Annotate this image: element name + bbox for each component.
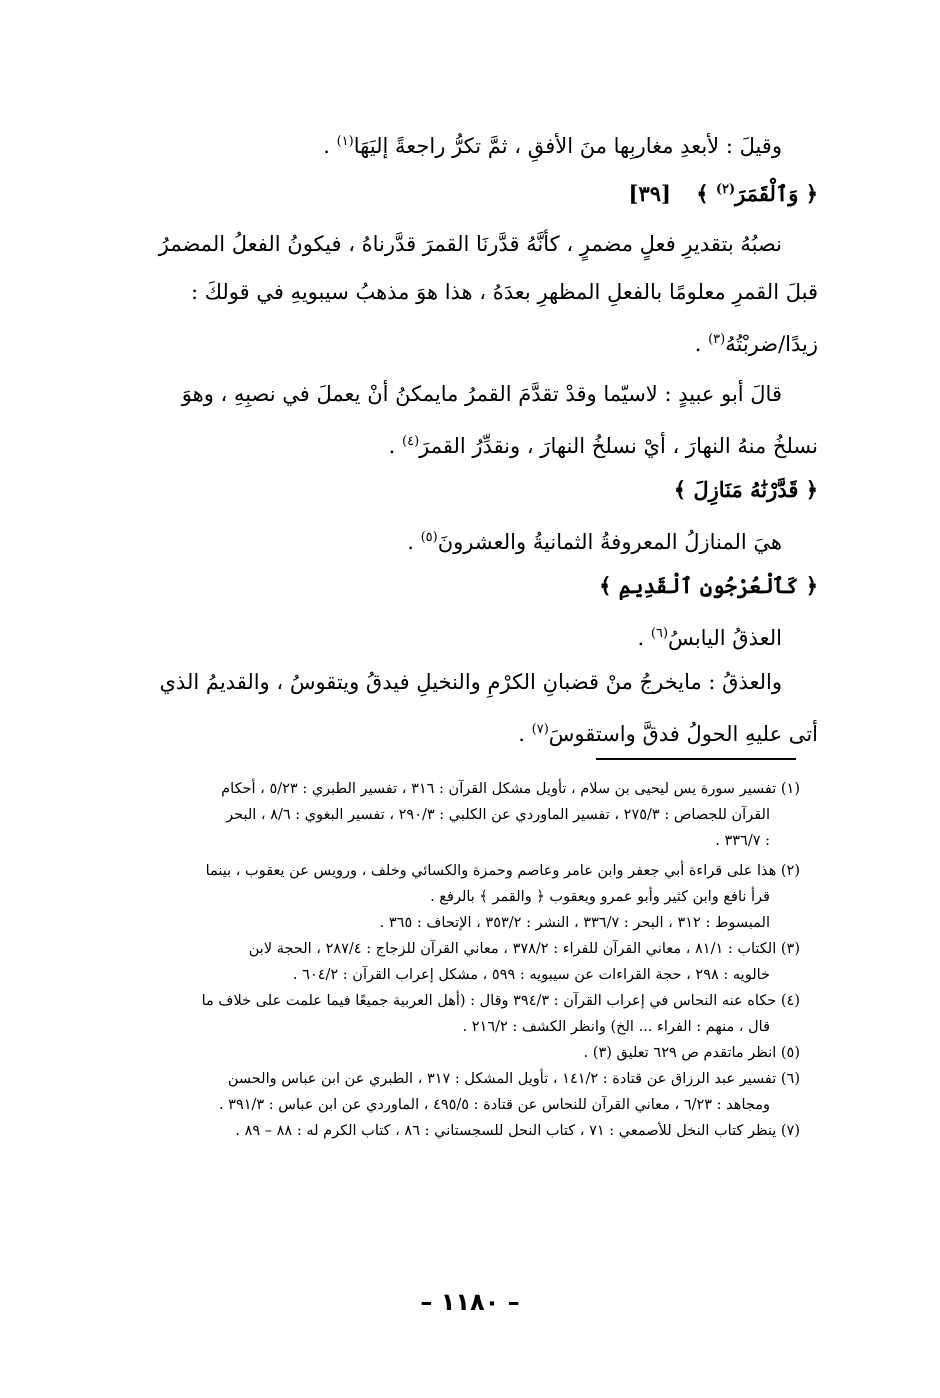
footnote-ref-4: (٤) [402,434,420,449]
footnote-1-line-2: القرآن للجصاص : ٢٧٥/٣ ، تفسير الماوردي عن الكلبي : ٢٩٠/٣ ، تفسير البغوي : ٨/٦ ، البحر [226,807,770,823]
verse-3-close-bracket: ﴾ [599,574,612,598]
footnote-4-line-1: (٤) حكاه عنه النحاس في إعراب القرآن : ٣٩٤/٣ وقال : (أهل العربية جميعًا فيما علمت على خلاف ما [201,993,800,1009]
para-3 [88,514,818,562]
para-3-body: هيَ المنازلُ المعروفةُ الثمانيةُ والعشرونَ [437,530,782,554]
footnote-5-line-1: (٥) انظر ماتقدم ص ٦٢٩ تعليق (٣) . [583,1045,800,1061]
footnote-6-line-1: (٦) تفسير عبد الرزاق عن قتادة : ١٤١/٢ ، تأويل المشكل : ٣١٧ ، الطبري عن ابن عباس والحسن [227,1071,800,1087]
footnote-ref-6: (٦) [650,626,669,641]
verse-1-text: وَٱلْقَمَرَ [735,181,799,206]
para-1-line-1: نصبُهُ بتقديرِ فعلٍ مضمرٍ ، كأنَّهُ قدَّرنَا القمرَ قدَّرناهُ ، فيكونُ الفعلُ المضمرُ [158,232,782,256]
para-2-line-2-body: نسلخُ منهُ النهارَ ، أيْ نسلخُ النهارَ ، ونقدِّرُ القمرَ [419,434,818,458]
text-line-1-period: . [323,134,330,158]
footnote-1-line-1: (١) تفسير سورة يس ليحيى بن سلام ، تأويل مشكل القرآن : ٣١٦ ، تفسير الطبري : ٥/٢٣ ، أحكام [221,781,800,797]
para-2-line-1: قالَ أبو عبيدٍ : لاسيّما وقدْ تقدَّمَ القمرُ مايمكنُ أنْ يعملَ في نصبِهِ ، وهوَ [181,382,782,406]
para-5-line-2 [88,706,818,754]
para-1-period: . [694,332,702,356]
para-5-line-1: والعذقُ : مايخرجُ منْ قضبانِ الكرْمِ والنخيلِ فيدقُ ويتقوسُ ، والقديمُ الذي [159,670,782,694]
footnote-2-line-2: قرأ نافع وابن كثير وأبو عمرو ويعقوب ﴿ والقمر ﴾ بالرفع . [430,889,770,905]
footnote-1-line-3: : ٣٣٦/٧ . [715,833,770,849]
verse-2-text: قَدَّرْنَٰهُ مَنَازِلَ [693,477,799,502]
verse-3-open-bracket: ﴿ [805,574,818,598]
footnote-ref-7: (٧) [531,722,549,737]
quran-verse-1 [88,166,818,214]
para-1-line-3 [88,316,818,364]
footnote-3-line-2: خالويه : ٢٩٨ ، حجة القراءات عن سيبويه : ٥٩٩ ، مشكل إعراب القرآن : ٦٠٤/٢ . [292,967,770,983]
footnote-4-line-2: قال ، منهم : الفراء ... الخ) وانظر الكشف : ٢١٦/٢ . [462,1019,770,1035]
verse-1-close-bracket: ﴾ [696,182,709,206]
para-3-period: . [407,530,414,554]
main-text [88,118,818,754]
para-4-body: العذقُ اليابسُ [668,626,782,650]
para-2-period: . [388,434,396,458]
footnote-ref-5: (٥) [420,530,438,545]
para-4-period: . [637,626,645,650]
para-4 [88,610,818,658]
page-number: – ١١٨٠ – [420,1288,520,1316]
verse-3-text: كَٱلْعُرْجُونِ ٱلْقَدِيمِ [618,573,799,598]
quran-verse-2 [88,466,818,514]
footnote-2-line-3: المبسوط : ٣١٢ ، البحر : ٣٣٦/٧ ، النشر : ٣٥٣/٢ ، الإتحاف : ٣٦٥ . [379,915,770,931]
footnote-ref-1: (١) [336,134,354,149]
footnotes [100,776,800,1144]
footnote-3-line-1: (٣) الكتاب : ٨١/١ ، معاني القرآن للفراء : ٣٧٨/٢ ، معاني القرآن للزجاج : ٢٨٧/٤ ، الحجة لابن [248,941,800,957]
verse-number: [٣٩] [628,181,671,206]
para-5-period: . [518,722,525,746]
verse-1-open-bracket: ﴿ [805,182,818,206]
text-line-1 [88,118,818,166]
footnote-separator [596,758,796,760]
para-2-line-2 [88,418,818,466]
para-5-line-2-body: أتى عليهِ الحولُ فدقَّ واستقوسَ [548,722,818,746]
para-1-line-2: قبلَ القمرِ معلومًا بالفعلِ المظهرِ بعدَهُ ، هذا هوَ مذهبُ سيبويهِ في قولكَ : [190,280,818,304]
verse-2-close-bracket: ﴾ [673,478,687,502]
footnote-6-line-2: ومجاهد : ٦/٢٣ ، معاني القرآن للنحاس عن قتادة : ٤٩٥/٥ ، الماوردي عن ابن عباس : ٣٩١/٣ . [218,1097,770,1113]
footnote-ref-3: (٣) [708,332,726,347]
para-1-line-3-body: زيدًا/ضربْتُهُ [725,332,818,356]
footnote-7-line-1: (٧) ينظر كتاب النخل للأصمعي : ٧١ ، كتاب النحل للسجستاني : ٨٦ ، كتاب الكرم له : ٨٨ – ٨٩ . [235,1123,800,1139]
text-line-1-body: وقيلَ : لأبعدِ مغاربِها منَ الأفقِ ، ثمَّ تكرُّ راجعةً إليَهَا [353,134,782,158]
footnote-ref-2: (٢) [715,182,736,197]
quran-verse-3 [88,562,818,610]
verse-2-open-bracket: ﴿ [805,478,818,502]
footnote-2-line-1: (٢) هذا على قراءة أبي جعفر وابن عامر وعاصم وحمزة والكسائي وخلف ، ورويس عن يعقوب ، بينما [205,863,800,879]
